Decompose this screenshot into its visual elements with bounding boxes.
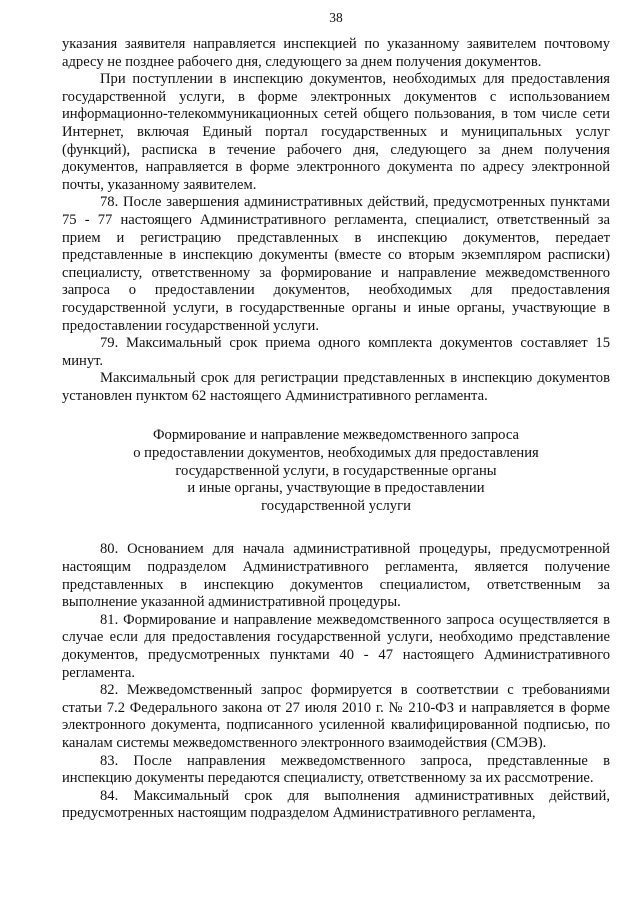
section-heading-line: о предоставлении документов, необходимых для предоставления bbox=[133, 445, 539, 462]
page-number: 38 bbox=[329, 10, 343, 25]
section-heading-line: государственной услуги bbox=[261, 497, 411, 514]
paragraph-82: 82. Межведомственный запрос формируется в соответствии с требованиями статьи 7.2 Федерального закона от 27 июля 2010 г. № 210-ФЗ и направляется в форме электронного документа, подписанного усиленной квалифицированной подписью, по каналам системы межведомственного электронного взаимодействия (СМЭВ). bbox=[62, 682, 610, 751]
paragraph-81: 81. Формирование и направление межведомственного запроса осуществляется в случае если для предоставления государственной услуги, необходимо представление документов, предусмотренных пунктами 40 - 47 настоящего Административного регламента. bbox=[62, 611, 610, 681]
document-body bbox=[62, 36, 610, 823]
paragraph-79: 79. Максимальный срок приема одного комплекта документов составляет 15 минут. bbox=[62, 335, 610, 369]
section-heading bbox=[62, 427, 610, 515]
paragraph-83: 83. После направления межведомственного запроса, представленные в инспекцию документы передаются специалисту, ответственному за их рассмотрение. bbox=[62, 752, 610, 787]
paragraph-78: 78. После завершения административных действий, предусмотренных пунктами 75 - 77 настоящего Административного регламента, специалист, ответственный за прием и регистрацию представленных в инспекцию документов, передает представленные в инспекцию документы (вместе со вторым экземпляром расписки) специалисту, ответственному за формирование и направление межведомственного запроса о предоставлении документов, необходимых для предоставления государственной услуги, в государственные органы и иные органы, участвующие в предоставлении государственной услуги. bbox=[62, 194, 610, 334]
paragraph-electronic-receipt: При поступлении в инспекцию документов, необходимых для предоставления государственной услуги, в форме электронных документов с использованием информационно-телекоммуникационных сетей общего пользования, в том числе сети Интернет, включая Единый портал государственных и муниципальных услуг (функций), расписка в течение рабочего дня, следующего за днем получения документов, направляется в форме электронного документа по адресу электронной почты, указанному заявителем. bbox=[62, 71, 610, 193]
paragraph-continuation: указания заявителя направляется инспекцией по указанному заявителем почтовому адресу не позднее рабочего дня, следующего за днем получения документов. bbox=[62, 36, 610, 70]
paragraph-84: 84. Максимальный срок для выполнения административных действий, предусмотренных настоящим подразделом Административного регламента, bbox=[62, 787, 610, 822]
paragraph-80: 80. Основанием для начала административной процедуры, предусмотренной настоящим подразделом Административного регламента, является получение представленных в инспекцию документов специалистом, ответственным за выполнение указанной административной процедуры. bbox=[62, 541, 610, 611]
section-heading-line: Формирование и направление межведомственного запроса bbox=[153, 427, 519, 444]
section-heading-line: и иные органы, участвующие в предоставлении bbox=[187, 480, 485, 497]
paragraph-registration-term: Максимальный срок для регистрации представленных в инспекцию документов установлен пунктом 62 настоящего Административного регламента. bbox=[62, 370, 610, 404]
section-heading-line: государственной услуги, в государственные органы bbox=[175, 462, 497, 479]
